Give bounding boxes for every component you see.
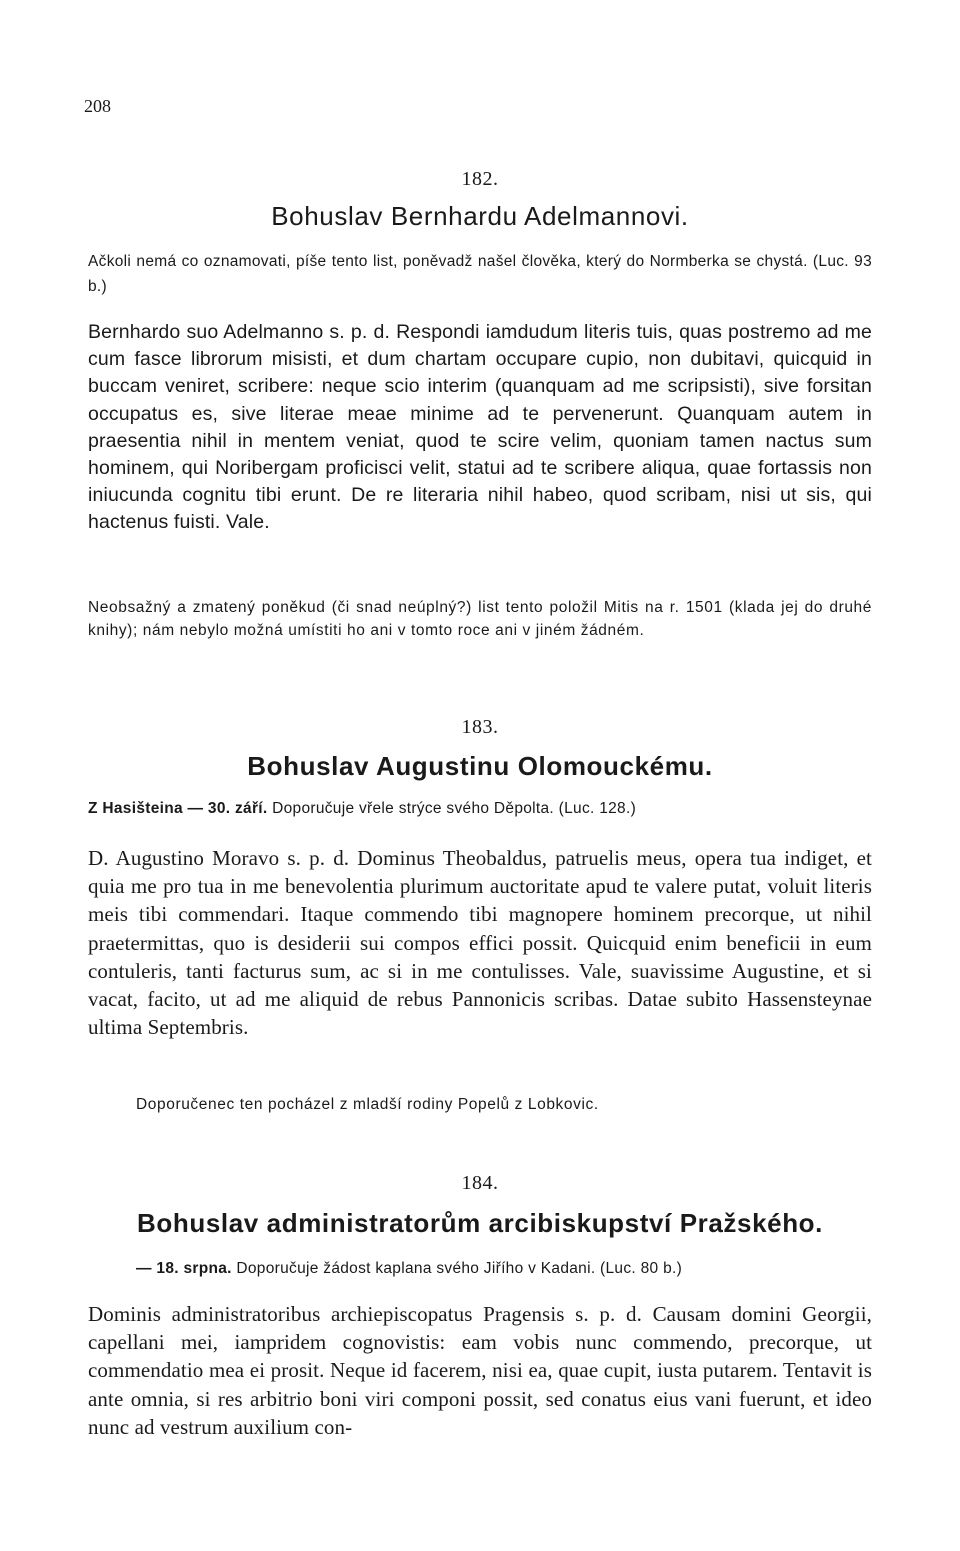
letter-number: 183. — [461, 716, 499, 738]
summary-text: Doporučuje vřele strýce svého Děpolta. (Luc. 128.) — [272, 800, 637, 817]
summary-text: Doporučuje žádost kaplana svého Jiřího v Kadani. (Luc. 80 b.) — [236, 1260, 683, 1277]
letter-title: Bohuslav administratorům arcibiskupství Pražského. — [137, 1208, 823, 1238]
letter-title: Bohuslav Augustinu Olomouckému. — [247, 751, 713, 781]
page-number: 208 — [84, 96, 111, 116]
letter-body: Dominis administratoribus archiepiscopatus Pragensis s. p. d. Causam domini Georgii, capellani mei, iampridem cognovistis: eam vobis nunc commendo, precorque, ut commendatio mea ei prosit. Neque id facerem, nisi ea, quae cupit, iusta putarem. Tentavit is ante omnia, si res arbitrio boni viri componi possit, sed conatus eius vani fuerunt, et ideo nunc ad vestrum auxilium con- — [88, 1302, 872, 1439]
letter-body: Bernhardo suo Adelmanno s. p. d. Respondi iamdudum literis tuis, quas postremo ad me cum fasce librorum misisti, et dum chartam occupare cupio, non dubitavi, quicquid in buccam veniret, scribere: neque scio interim (quanquam ad me scripsisti), sive forsitan occupatus es, sive literae meae minime ad te pervenerunt. Quanquam autem in praesentia nihil in mentem veniat, quod te scire velim, quoniam tamen nactus sum hominem, qui Noribergam proficisci velit, statui ad te scribere aliqua, quae fortassis non iniucunda cognitu tibi erunt. De re literaria nihil habeo, quod scribam, nisi ut sis, qui hactenus fuisti. Vale. — [88, 321, 872, 534]
editorial-note: Doporučenec ten pocházel z mladší rodiny Popelů z Lobkovic. — [136, 1096, 599, 1113]
letter-title: Bohuslav Bernhardu Adelmannovi. — [271, 201, 689, 231]
letter-number: 184. — [461, 1172, 499, 1194]
date-place: Z Hasišteina — 30. září. — [88, 800, 268, 817]
letter-number: 182. — [461, 168, 499, 190]
letter-summary — [88, 796, 872, 821]
letter-body: D. Augustino Moravo s. p. d. Dominus Theobaldus, patruelis meus, opera tua indiget, et quia me pro tua in me benevolentia plurimum auctoritate apud te valere putat, voluit literis meis tibi commendari. Itaque commendo tibi magnopere hominem precorque, ut nihil praetermittas, quo is desiderii sui compos effici possit. Quicquid enim beneficii in eum contuleris, tanti facturus sum, ac si in me contulisses. Vale, suavissime Augustine, et si vacat, facito, ut ad me aliquid de rebus Pannonicis scribas. Datae subito Hassensteynae ultima Septembris. — [88, 846, 872, 1040]
editorial-note: Neobsažný a zmatený poněkud (či snad neúplný?) list tento položil Mitis na r. 1501 (klada jej do druhé knihy); nám nebylo možná umístiti ho ani v tomto roce ani v jiném žádném. — [88, 599, 872, 639]
letter-summary: Ačkoli nemá co oznamovati, píše tento list, poněvadž našel člověka, který do Normberka se chystá. (Luc. 93 b.) — [88, 253, 872, 295]
letter-summary — [136, 1256, 872, 1281]
date-place: — 18. srpna. — [136, 1260, 232, 1277]
